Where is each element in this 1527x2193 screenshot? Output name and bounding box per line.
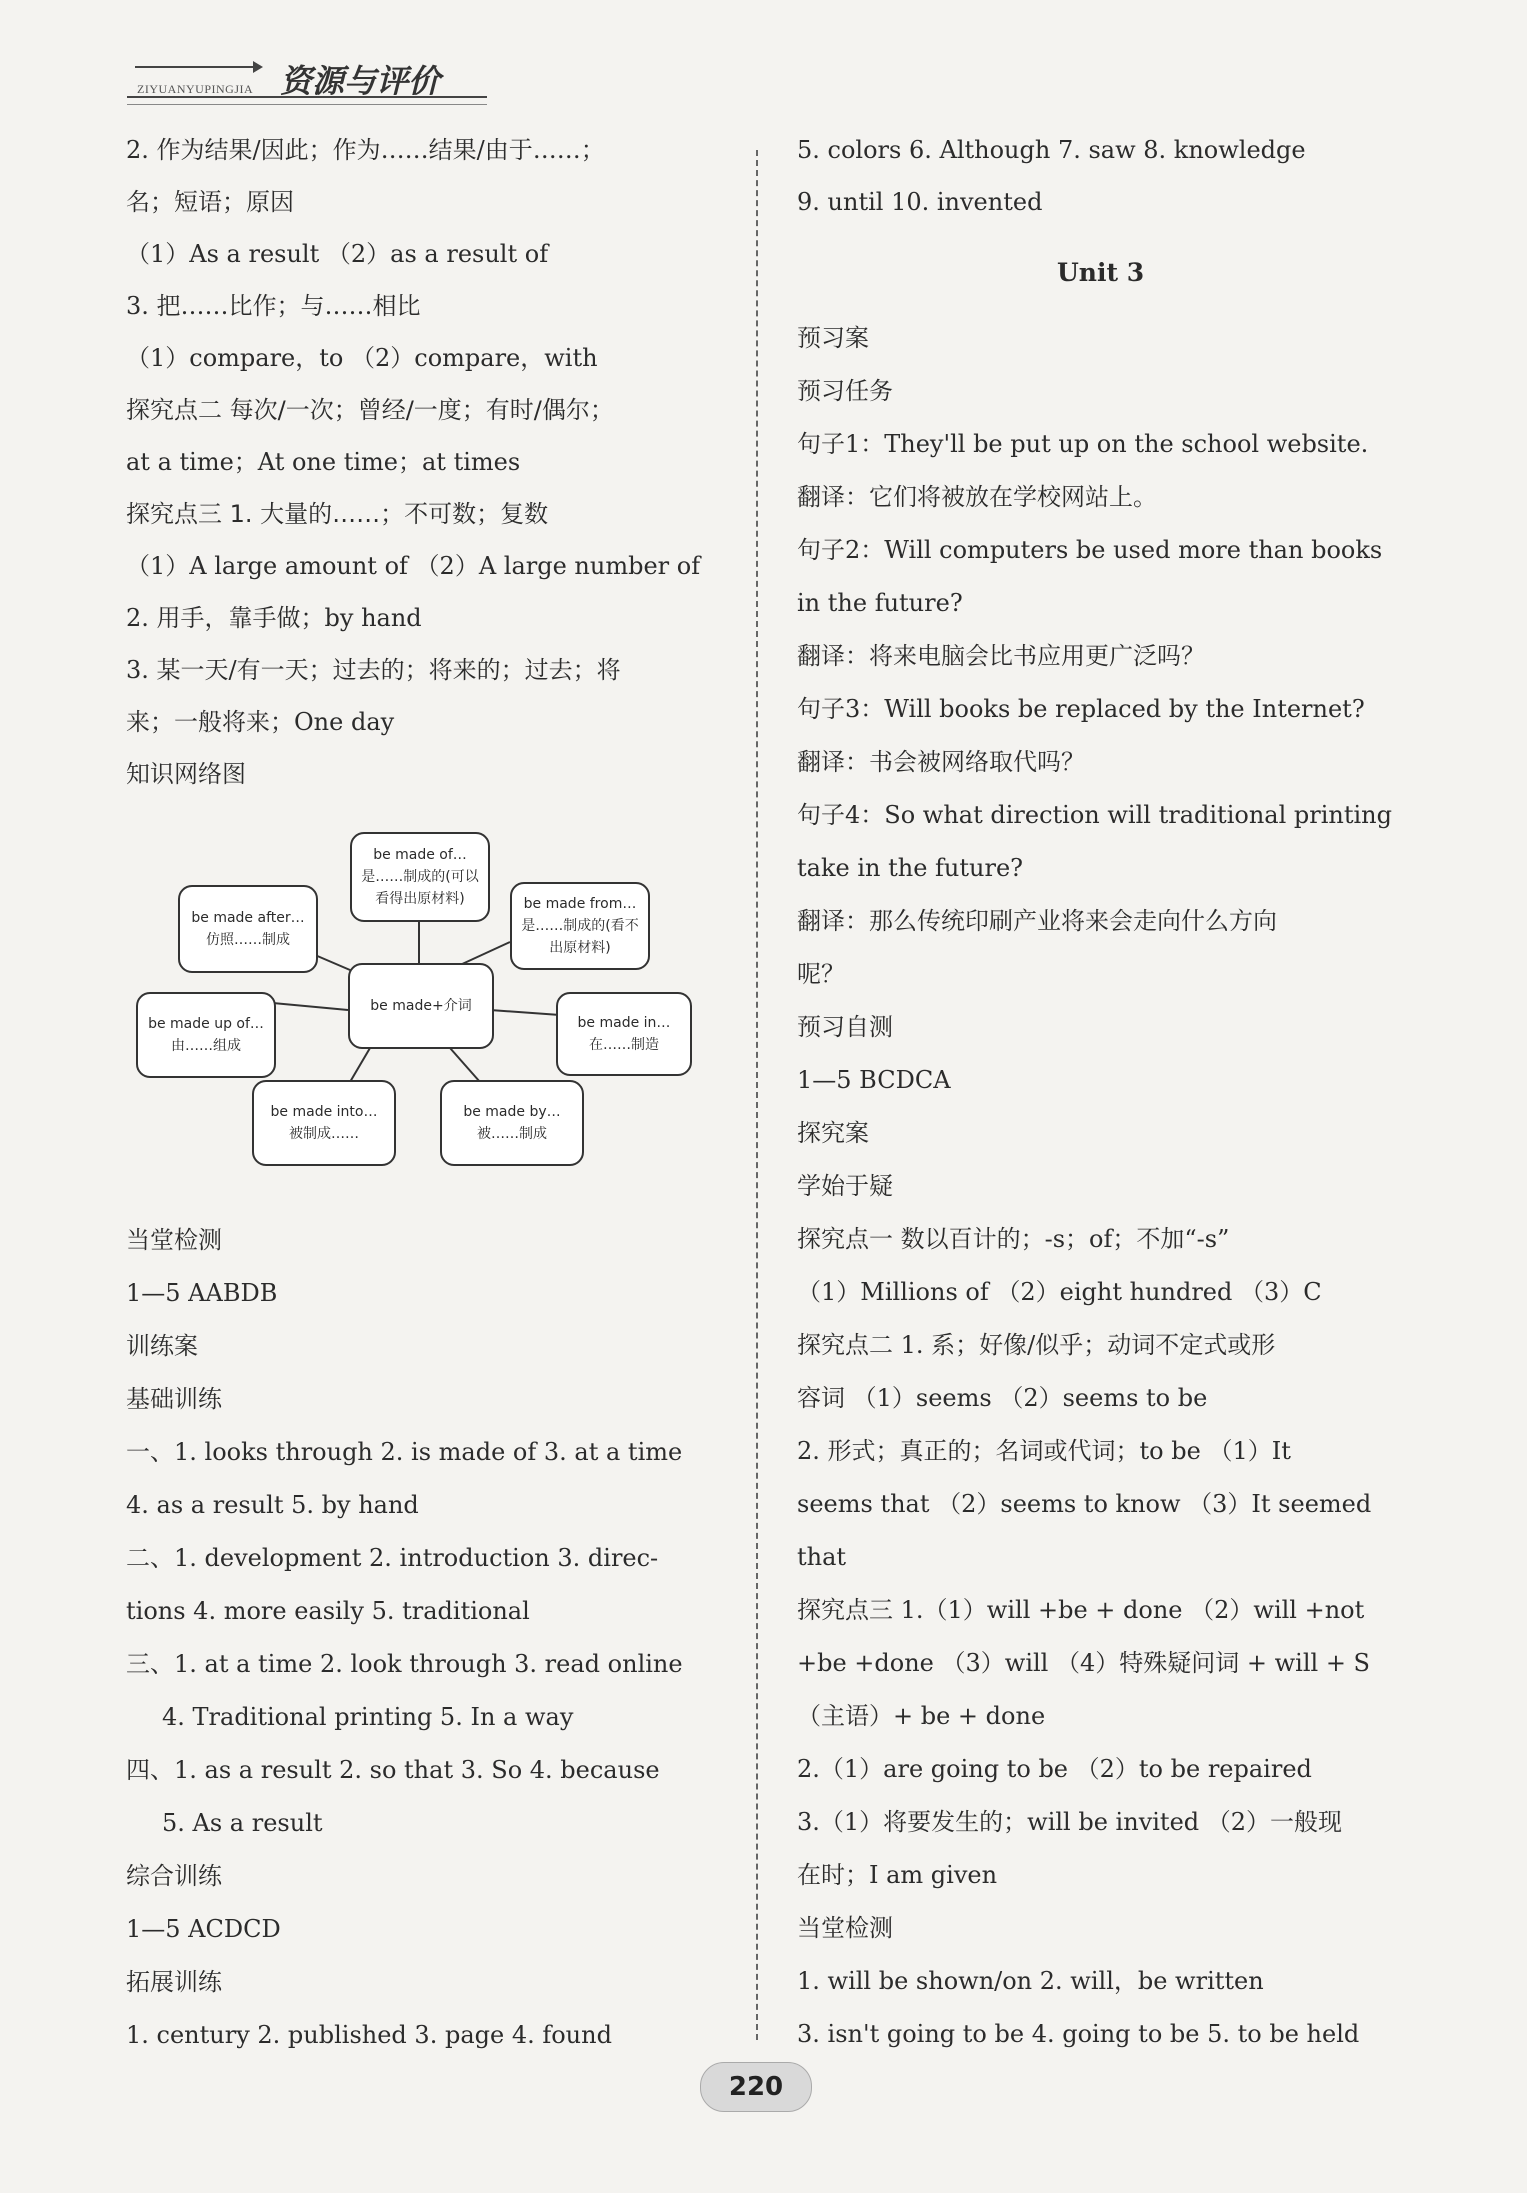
text-line: seems that （2）seems to know （3）It seemed: [797, 1490, 1372, 1518]
unit-title: Unit 3: [1057, 258, 1145, 287]
text-line: 翻译：它们将被放在学校网站上。: [797, 483, 1157, 511]
text-line: 当堂检测: [126, 1226, 222, 1254]
text-line: 翻译：那么传统印刷产业将来会走向什么方向: [797, 907, 1277, 935]
text-line: （主语）+ be + done: [797, 1702, 1046, 1730]
text-line: 9. until 10. invented: [797, 188, 1043, 216]
text-line: in the future?: [797, 589, 963, 617]
text-line: 学始于疑: [797, 1172, 893, 1200]
text-line: 翻译：书会被网络取代吗？: [797, 748, 1085, 776]
text-line: 翻译：将来电脑会比书应用更广泛吗？: [797, 642, 1205, 670]
mindmap-node-made-after: [178, 885, 318, 973]
mindmap-node-made-into: [252, 1080, 396, 1166]
text-line: 4. as a result 5. by hand: [126, 1491, 419, 1519]
node-label: 是……制成的(可以: [361, 869, 479, 885]
brand-english: ZIYUANYUPINGJIA: [137, 82, 254, 96]
header-rule: [127, 96, 487, 105]
text-line: 训练案: [126, 1332, 198, 1360]
page-header: [125, 52, 495, 104]
node-label: 是……制成的(看不: [521, 918, 639, 934]
text-line: 预习案: [797, 324, 869, 352]
text-line: 1—5 AABDB: [126, 1279, 278, 1307]
text-line: 三、1. at a time 2. look through 3. read online: [126, 1650, 683, 1678]
text-line: 当堂检测: [797, 1914, 893, 1942]
text-line: 探究案: [797, 1119, 869, 1147]
text-line: 句子1：They'll be put up on the school website.: [797, 430, 1369, 458]
text-line: （1）compare，to （2）compare，with: [126, 344, 598, 372]
node-label: 在……制造: [589, 1037, 659, 1053]
text-line: 基础训练: [126, 1385, 222, 1413]
text-line: 预习自测: [797, 1013, 893, 1041]
brand-chinese: 资源与评价: [280, 62, 441, 100]
node-label: be made up of…: [148, 1016, 264, 1032]
text-line: 3. isn't going to be 4. going to be 5. to be held: [797, 2020, 1360, 2048]
text-line: 5. As a result: [162, 1809, 323, 1837]
column-divider: [756, 150, 758, 2040]
text-line: 拓展训练: [126, 1968, 222, 1996]
text-line: 四、1. as a result 2. so that 3. So 4. because: [126, 1756, 660, 1784]
text-line: 一、1. looks through 2. is made of 3. at a time: [126, 1438, 683, 1466]
text-line: +be +done （3）will （4）特殊疑问词 + will + S: [797, 1649, 1370, 1677]
text-line: 名；短语；原因: [126, 188, 294, 216]
node-label: 出原材料): [549, 940, 611, 956]
page-number: 220: [700, 2062, 812, 2112]
text-line: 容词 （1）seems （2）seems to be: [797, 1384, 1208, 1412]
text-line: 1. century 2. published 3. page 4. found: [126, 2021, 612, 2049]
node-label: 被制成……: [289, 1126, 359, 1142]
node-label: be made of…: [373, 847, 467, 863]
text-line: at a time；At one time；at times: [126, 448, 521, 476]
text-line: 2. 形式；真正的；名词或代词；to be （1）It: [797, 1437, 1291, 1465]
node-label: be made by…: [463, 1104, 561, 1120]
mindmap-center: [348, 963, 494, 1049]
text-line: 探究点二 每次/一次；曾经/一度；有时/偶尔；: [126, 396, 614, 424]
text-line: 3. 某一天/有一天；过去的；将来的；过去；将: [126, 656, 621, 684]
text-line: 5. colors 6. Although 7. saw 8. knowledge: [797, 136, 1306, 164]
node-label: be made in…: [577, 1015, 671, 1031]
text-line: 探究点三 1.（1）will +be + done （2）will +not: [797, 1596, 1365, 1624]
arrow-icon: [135, 66, 255, 68]
text-line: 4. Traditional printing 5. In a way: [162, 1703, 574, 1731]
text-line: 2.（1）are going to be （2）to be repaired: [797, 1755, 1312, 1783]
text-line: 1. will be shown/on 2. will，be written: [797, 1967, 1264, 1995]
text-line: 句子3：Will books be replaced by the Internet?: [797, 695, 1365, 723]
text-line: 在时；I am given: [797, 1861, 998, 1889]
text-line: take in the future?: [797, 854, 1024, 882]
text-line: 探究点二 1. 系；好像/似乎；动词不定式或形: [797, 1331, 1276, 1359]
mindmap-node-made-from: [510, 882, 650, 970]
text-line: 3.（1）将要发生的；will be invited （2）一般现: [797, 1808, 1343, 1836]
node-label: be made after…: [191, 910, 305, 926]
text-line: 句子2：Will computers be used more than books: [797, 536, 1383, 564]
text-line: 句子4：So what direction will traditional printing: [797, 801, 1392, 829]
text-line: 1—5 BCDCA: [797, 1066, 951, 1094]
node-label: be made+介词: [370, 998, 472, 1014]
text-line: tions 4. more easily 5. traditional: [126, 1597, 530, 1625]
text-line: 探究点一 数以百计的；-s；of；不加“-s”: [797, 1225, 1230, 1253]
knowledge-mindmap: [130, 830, 690, 1170]
node-label: be made from…: [523, 896, 637, 912]
mindmap-title: 知识网络图: [126, 760, 246, 788]
text-line: 二、1. development 2. introduction 3. direc-: [126, 1544, 659, 1572]
text-line: （1）As a result （2）as a result of: [126, 240, 549, 268]
mindmap-node-made-in: [556, 992, 692, 1076]
text-line: 预习任务: [797, 377, 893, 405]
text-line: that: [797, 1543, 847, 1571]
node-label: 由……组成: [171, 1038, 241, 1054]
mindmap-node-made-by: [440, 1080, 584, 1166]
node-label: 仿照……制成: [206, 932, 290, 948]
text-line: （1）Millions of （2）eight hundred （3）C: [797, 1278, 1322, 1306]
text-line: 2. 作为结果/因此；作为……结果/由于……；: [126, 136, 605, 164]
text-line: 探究点三 1. 大量的……；不可数；复数: [126, 500, 549, 528]
text-line: 呢？: [797, 960, 845, 988]
text-line: 来；一般将来；One day: [126, 708, 395, 736]
node-label: 看得出原材料): [375, 891, 465, 907]
text-line: 1—5 ACDCD: [126, 1915, 281, 1943]
node-label: 被……制成: [477, 1126, 547, 1142]
text-line: 2. 用手，靠手做；by hand: [126, 604, 422, 632]
text-line: 3. 把……比作；与……相比: [126, 292, 421, 320]
mindmap-node-made-of: [350, 832, 490, 922]
node-label: be made into…: [270, 1104, 378, 1120]
text-line: （1）A large amount of （2）A large number of: [126, 552, 701, 580]
mindmap-node-made-up-of: [136, 992, 276, 1078]
text-line: 综合训练: [126, 1862, 222, 1890]
